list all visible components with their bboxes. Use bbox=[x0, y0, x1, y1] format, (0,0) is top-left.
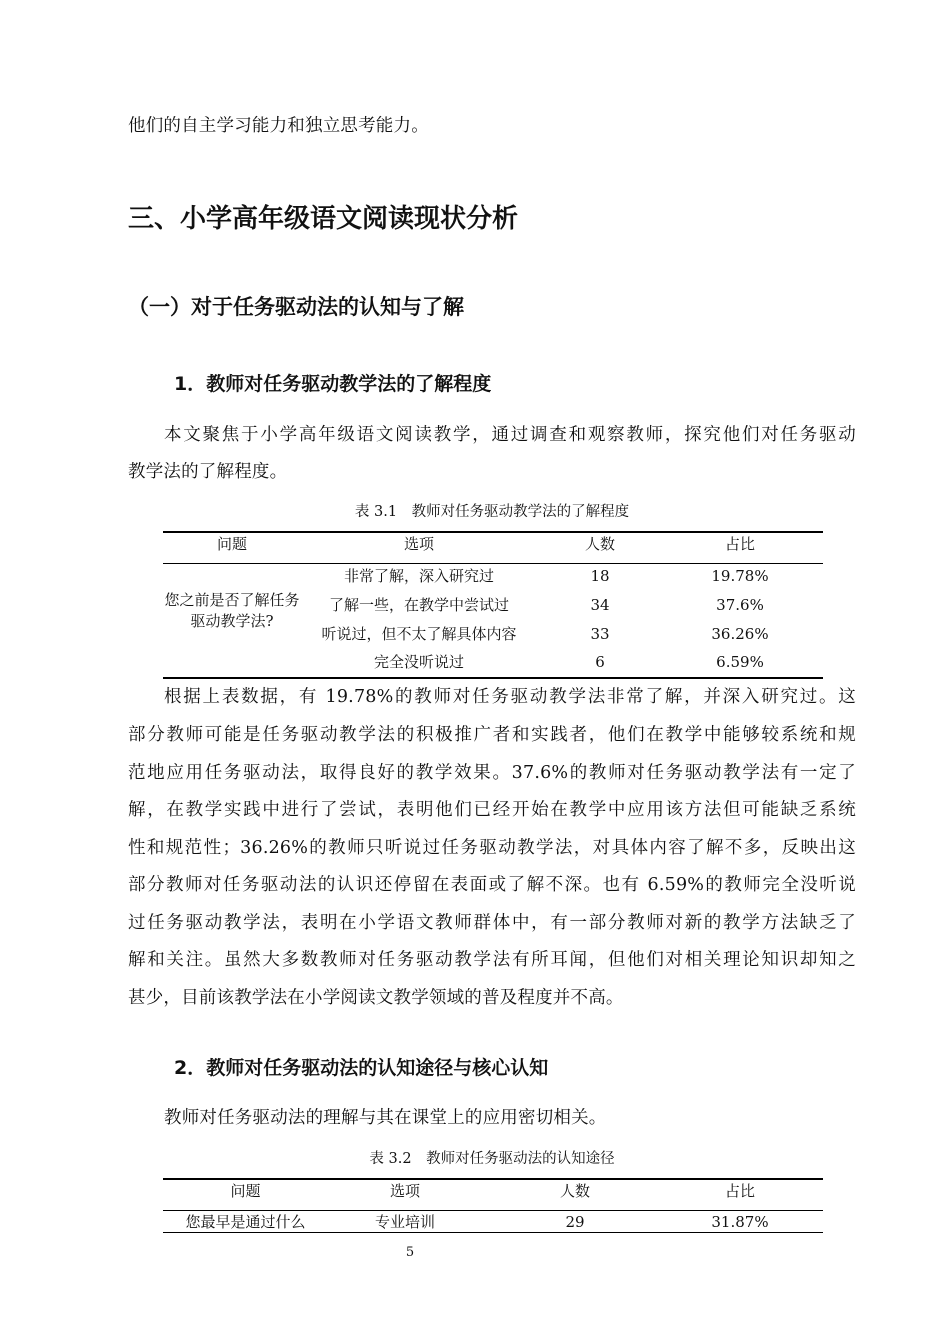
table2-header-option: 选项 bbox=[389, 1182, 420, 1200]
analysis-line: 解，在教学实践中进行了尝试，表明他们已经开始在教学中应用该方法但可能缺乏系统 bbox=[128, 800, 856, 820]
table1-row1-ratio: 19.78% bbox=[711, 567, 769, 585]
section-title: 三、小学高年级语文阅读现状分析 bbox=[128, 204, 519, 234]
subsection-title: （一）对于任务驱动法的认知与了解 bbox=[128, 295, 464, 319]
table1-header-question: 问题 bbox=[216, 535, 247, 553]
analysis-line: 过任务驱动教学法，表明在小学语文教师群体中，有一部分教师对新的教学方法缺乏了 bbox=[128, 913, 856, 933]
table1-row4-option: 完全没听说过 bbox=[373, 653, 464, 671]
table1-row3-option: 听说过，但不太了解具体内容 bbox=[321, 625, 517, 643]
item2-title: 2．教师对任务驱动法的认知途径与核心认知 bbox=[174, 1057, 549, 1079]
analysis-line: 范地应用任务驱动法，取得良好的教学效果。37.6%的教师对任务驱动教学法有一定了 bbox=[128, 763, 856, 783]
table1-row2-ratio: 37.6% bbox=[716, 596, 764, 614]
table2-header-rule bbox=[163, 1210, 823, 1211]
analysis-line: 部分教师对任务驱动法的认识还停留在表面或了解不深。也有 6.59%的教师完全没听说 bbox=[128, 875, 856, 895]
table2-header-count: 人数 bbox=[559, 1182, 590, 1200]
table1-caption: 表 3.1 教师对任务驱动教学法的了解程度 bbox=[354, 504, 630, 520]
table2-header-question: 问题 bbox=[230, 1182, 261, 1200]
table2-page-cut-rule bbox=[163, 1232, 823, 1233]
analysis-line: 解和关注。虽然大多数教师对任务驱动教学法有所耳闻，但他们对相关理论知识却知之 bbox=[128, 950, 856, 970]
analysis-line: 甚少，目前该教学法在小学阅读文教学领域的普及程度并不高。 bbox=[128, 988, 624, 1008]
analysis-line: 性和规范性；36.26%的教师只听说过任务驱动教学法，对具体内容了解不多，反映出这 bbox=[128, 838, 856, 858]
table2-row1-ratio: 31.87% bbox=[711, 1213, 769, 1231]
analysis-line: 部分教师可能是任务驱动教学法的积极推广者和实践者，他们在教学中能够较系统和规 bbox=[128, 725, 856, 745]
table1-row1-option: 非常了解，深入研究过 bbox=[343, 567, 494, 585]
item2-para: 教师对任务驱动法的理解与其在课堂上的应用密切相关。 bbox=[164, 1108, 607, 1128]
item1-para-line-1: 本文聚焦于小学高年级语文阅读教学，通过调查和观察教师，探究他们对任务驱动 bbox=[164, 425, 856, 445]
table1-bottom-rule bbox=[163, 677, 823, 679]
table1-row2-option: 了解一些，在教学中尝试过 bbox=[328, 596, 509, 614]
table1-header-rule bbox=[163, 563, 823, 564]
table1-row2-count: 34 bbox=[590, 596, 610, 614]
intro-tail-text: 他们的自主学习能力和独立思考能力。 bbox=[128, 116, 429, 136]
table1-top-rule bbox=[163, 531, 823, 533]
table2-row1-option: 专业培训 bbox=[374, 1213, 435, 1231]
table1-row4-ratio: 6.59% bbox=[716, 653, 764, 671]
table1-header-option: 选项 bbox=[403, 535, 434, 553]
table2-row1-question: 您最早是通过什么 bbox=[185, 1213, 306, 1231]
item1-title: 1．教师对任务驱动教学法的了解程度 bbox=[174, 373, 492, 395]
table1-header-count: 人数 bbox=[584, 535, 615, 553]
item1-para-line-2: 教学法的了解程度。 bbox=[128, 462, 288, 482]
table1-row3-count: 33 bbox=[590, 625, 610, 643]
page-number: 5 bbox=[405, 1245, 415, 1260]
table2-top-rule bbox=[163, 1178, 823, 1180]
table1-header-ratio: 占比 bbox=[724, 535, 755, 553]
table2-header-ratio: 占比 bbox=[724, 1182, 755, 1200]
table2-caption: 表 3.2 教师对任务驱动法的认知途径 bbox=[369, 1151, 615, 1167]
table1-question-cell: 您之前是否了解任务驱动教学法? bbox=[164, 591, 300, 630]
table1-row1-count: 18 bbox=[590, 567, 610, 585]
table1-row4-count: 6 bbox=[595, 653, 605, 671]
table2-row1-count: 29 bbox=[565, 1213, 585, 1231]
table1-row3-ratio: 36.26% bbox=[711, 625, 769, 643]
analysis-line: 根据上表数据，有 19.78%的教师对任务驱动教学法非常了解，并深入研究过。这 bbox=[164, 687, 856, 707]
